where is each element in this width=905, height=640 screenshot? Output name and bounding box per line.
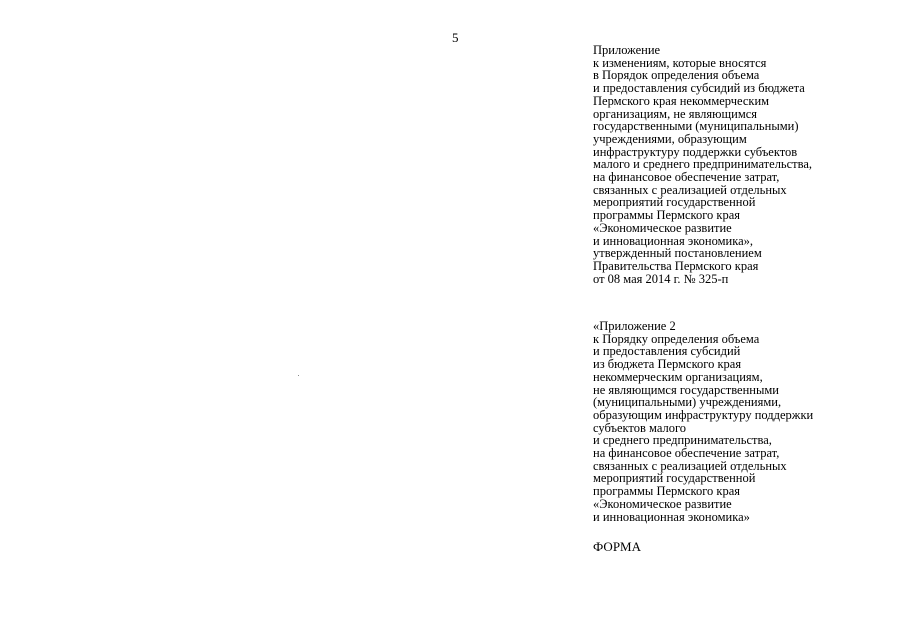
form-label: ФОРМА: [593, 539, 641, 554]
appendix-line: в Порядок определения объема: [593, 68, 760, 83]
appendix-line: и предоставления субсидий из бюджета: [593, 81, 805, 96]
page-number: 5: [452, 30, 459, 45]
appendix-line: Приложение: [593, 43, 661, 57]
appendix2-line: мероприятий государственной: [593, 471, 756, 486]
appendix-line: инфраструктуру поддержки субъектов: [593, 144, 798, 159]
appendix2-line: программы Пермского края: [593, 484, 741, 499]
appendix2-line: и инновационная экономика»: [593, 509, 750, 524]
appendix-line: малого и среднего предпринимательства,: [593, 157, 813, 172]
appendix2-line: к Порядку определения объема: [593, 331, 760, 346]
appendix2-line: и предоставления субсидий: [593, 344, 741, 359]
appendix2-header-block: [593, 320, 813, 523]
appendix-line: утвержденный постановлением: [593, 246, 762, 261]
scan-speck: [298, 375, 299, 376]
appendix-header-block: [593, 44, 812, 285]
appendix-line: к изменениям, которые вносятся: [593, 55, 767, 70]
appendix2-line: (муниципальными) учреждениями,: [593, 395, 782, 410]
appendix-line: «Экономическое развитие: [593, 220, 732, 235]
appendix2-line: связанных с реализацией отдельных: [593, 458, 787, 473]
appendix2-line: на финансовое обеспечение затрат,: [593, 446, 780, 461]
appendix-line: связанных с реализацией отдельных: [593, 182, 787, 197]
appendix2-line: не являющимся государственными: [593, 382, 779, 397]
appendix2-line: образующим инфраструктуру поддержки: [593, 407, 814, 422]
appendix-line: Правительства Пермского края: [593, 258, 759, 273]
appendix2-line: и среднего предпринимательства,: [593, 433, 772, 448]
appendix-line: организациям, не являющимся: [593, 106, 758, 121]
appendix-line: на финансовое обеспечение затрат,: [593, 170, 780, 185]
appendix-line: от 08 мая 2014 г. № 325-п: [593, 271, 729, 286]
appendix2-line: из бюджета Пермского края: [593, 357, 742, 372]
appendix2-line: субъектов малого: [593, 420, 687, 435]
appendix2-line: «Приложение 2: [593, 319, 676, 333]
appendix2-line: некоммерческим организациям,: [593, 369, 763, 384]
appendix2-line: «Экономическое развитие: [593, 496, 732, 511]
appendix-line: программы Пермского края: [593, 208, 741, 223]
appendix-line: учреждениями, образующим: [593, 131, 747, 146]
appendix-line: государственными (муниципальными): [593, 119, 799, 134]
appendix-line: мероприятий государственной: [593, 195, 756, 210]
appendix-line: Пермского края некоммерческим: [593, 93, 770, 108]
appendix-line: и инновационная экономика»,: [593, 233, 754, 248]
